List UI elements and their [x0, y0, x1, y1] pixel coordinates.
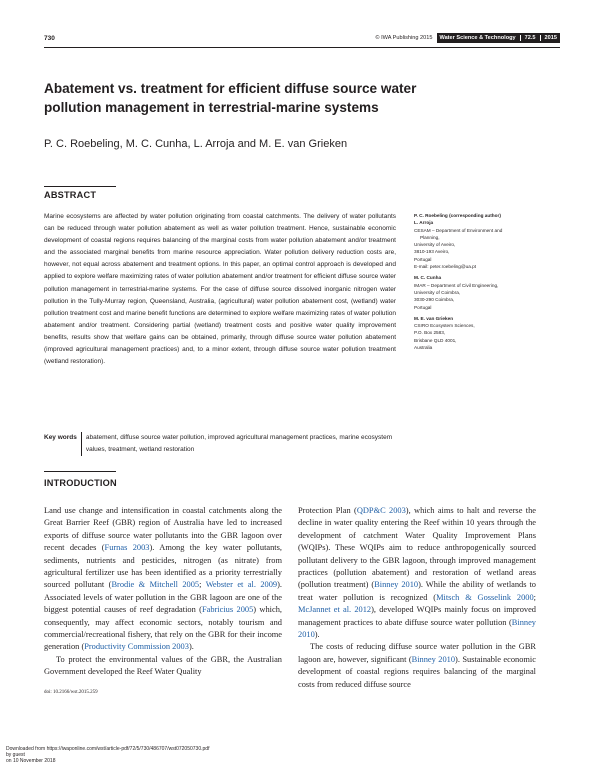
affiliation-line: L. Arroja [414, 220, 434, 226]
affiliation-line: University of Aveiro, [414, 242, 456, 248]
abstract-text: Marine ecosystems are affected by water pollution originating from coastal catchments. The delivery of water pollutants can be reduced through water pollution abatement as well as water pollution treatment. Hence, sustainable economic development of coastal regions requires balancing of the marginal costs from water pollution abatement and/or treatment and the associated marginal benefits from marine resource appreciation. Water pollution delivery reduction costs are, however, not equal across abatement and treatment options. In this paper, an optimal control approach is developed and applied to explore welfare maximizing rates of water pollution abatement and/or treatment for efficient diffuse source water pollution management in terrestrial-marine systems. For the case of diffuse source dissolved inorganic nitrogen water pollution in the Tully-Murray region, Queensland, Australia, (agricultural) water pollution abatement cost, (wetland) water pollution treatment cost and marine benefit functions are determined to explore welfare maximizing rates of water pollution abatement and/or treatment. Considering partial (wetland) treatment costs and positive water quality improvement benefits, results show that welfare gains can be obtained, primarily, through diffuse source water pollution abatement (improved agricultural management practices) and, to a minor extent, through diffuse source water pollution treatment (wetland restoration). [44, 213, 396, 366]
journal-header [375, 33, 560, 43]
affiliations [414, 212, 564, 355]
article-authors: P. C. Roebeling, M. C. Cunha, L. Arroja and M. E. van Grieken [44, 138, 348, 150]
affiliation-line: CESAM – Department of Environment and [414, 227, 503, 233]
keywords-label: Key words [44, 432, 82, 456]
citation-link[interactable]: Webster et al. 2009 [205, 580, 278, 590]
journal-year: 2015 [544, 35, 557, 41]
introduction-heading: INTRODUCTION [44, 478, 117, 488]
header-rule [44, 47, 560, 48]
citation-link[interactable]: Furnas 2003 [104, 543, 150, 553]
doi: doi: 10.2166/wst.2015.259 [44, 690, 98, 695]
footer-line: by guest [6, 752, 25, 759]
affiliation-line: M. E. van Grieken [414, 315, 454, 321]
paragraph: To protect the environmental values of the GBR, the Australian Government developed the Reef Water Quality [44, 654, 282, 677]
journal-name: Water Science & Technology [439, 35, 516, 41]
keywords-text: abatement, diffuse source water pollution, improved agricultural management practices, marine ecosystem values, treatment, wetland restoration [85, 434, 393, 454]
article-title: Abatement vs. treatment for efficient diffuse source water pollution management in terrestrial-marine systems [44, 81, 417, 115]
affiliation-block [414, 315, 564, 351]
affiliation-line: Portugal [414, 304, 432, 310]
affiliation-line: Australia [414, 345, 433, 351]
citation-link[interactable]: Fabricius 2005 [201, 605, 254, 615]
body-column-left [44, 505, 282, 679]
citation-link[interactable]: QDP&C 2003 [356, 506, 406, 515]
body-column-right [298, 505, 536, 691]
introduction-rule [44, 471, 116, 472]
footer-line[interactable]: Downloaded from https://iwaponline.com/wst/article-pdf/72/5/730/486707/wst072050730.pdf [6, 746, 210, 752]
abstract-heading: ABSTRACT [44, 190, 97, 200]
affiliation-block [414, 212, 564, 270]
affiliation-line: Brisbane QLD 4001, [414, 337, 457, 343]
citation-link[interactable]: Brodie & Mitchell 2005 [111, 580, 200, 590]
affiliation-line: M. C. Cunha [414, 275, 442, 281]
affiliation-line: P. C. Roebeling (corresponding author) [414, 213, 501, 218]
paragraph: Land use change and intensification in coastal catchments along the Great Barrier Reef (GBR) region of Australia have led to increased exports of diffuse source water pollutants into the GBR lagoon over recent decades (Furnas 2003). Among the key water pollutants, sediments, nutrients and pesticides, nitrogen (as nitrate) from agricultural fertilizer use has been identified as a priority terrestrially sourced pollutant (Brodie & Mitchell 2005; Webster et al. 2009). Associated levels of water pollution in the GBR lagoon are one of the biggest potential causes of reef degradation (Fabricius 2005) which, consequently, may affect economic sectors, notably tourism and commercial/recreational fishery, that rely on the GBR for their income generation (Productivity Commission 2003). [44, 506, 282, 652]
affiliation-line: University of Coimbra, [414, 289, 461, 295]
journal-badge [437, 33, 561, 43]
affiliation-line: CSIRO Ecosystem Sciences, [414, 323, 475, 329]
citation-link[interactable]: Binney 2010 [411, 654, 456, 664]
affiliation-line: Planning, [420, 234, 440, 240]
keywords [44, 432, 404, 456]
abstract-rule [44, 186, 116, 187]
journal-volume: 72.5 [524, 35, 536, 41]
affiliation-line: 3030-290 Coimbra, [414, 297, 455, 303]
footer-line: on 10 November 2018 [6, 758, 56, 765]
citation-link[interactable]: Mitsch & Gosselink 2000 [436, 592, 534, 602]
paragraph: The costs of reducing diffuse source water pollution in the GBR lagoon are, however, significant (Binney 2010). Sustainable economic development of coastal regions requires balancing of the marginal costs from reduced diffuse source [298, 642, 536, 689]
affiliation-line: 3810-193 Aveiro, [414, 249, 450, 255]
download-footer [6, 746, 209, 765]
affiliation-line: Portugal [414, 256, 432, 262]
copyright: © IWA Publishing 2015 [375, 35, 433, 41]
citation-link[interactable]: McJannet et al. 2012 [298, 605, 372, 615]
citation-link[interactable]: Binney 2010 [374, 580, 419, 590]
paragraph: Protection Plan (QDP&C 2003), which aims to halt and reverse the decline in water quality entering the Reef within 10 years through the development of catchment Water Quality Improvement Plans (WQIPs). These WQIPs aim to reduce anthropogenically sourced pollutant delivery to the GBR lagoon, through improved management practices (pollution abatement) and restoration of wetland areas (pollution treatment) (Binney 2010). While the ability of wetlands to treat water pollution is recognized (Mitsch & Gosselink 2000; McJannet et al. 2012), developed WQIPs mainly focus on improved management practices to abate diffuse source water pollution (Binney 2010). [298, 506, 536, 640]
affiliation-email[interactable]: E-mail: peter.roebeling@ua.pt [414, 264, 477, 270]
affiliation-line: IMAR – Department of Civil Engineering, [414, 282, 499, 288]
affiliation-line: P.O. Box 2583, [414, 330, 446, 336]
citation-link[interactable]: Binney 2010 [298, 617, 536, 640]
page-number: 730 [44, 35, 55, 42]
affiliation-block [414, 274, 564, 310]
citation-link[interactable]: Productivity Commission 2003 [84, 642, 189, 652]
